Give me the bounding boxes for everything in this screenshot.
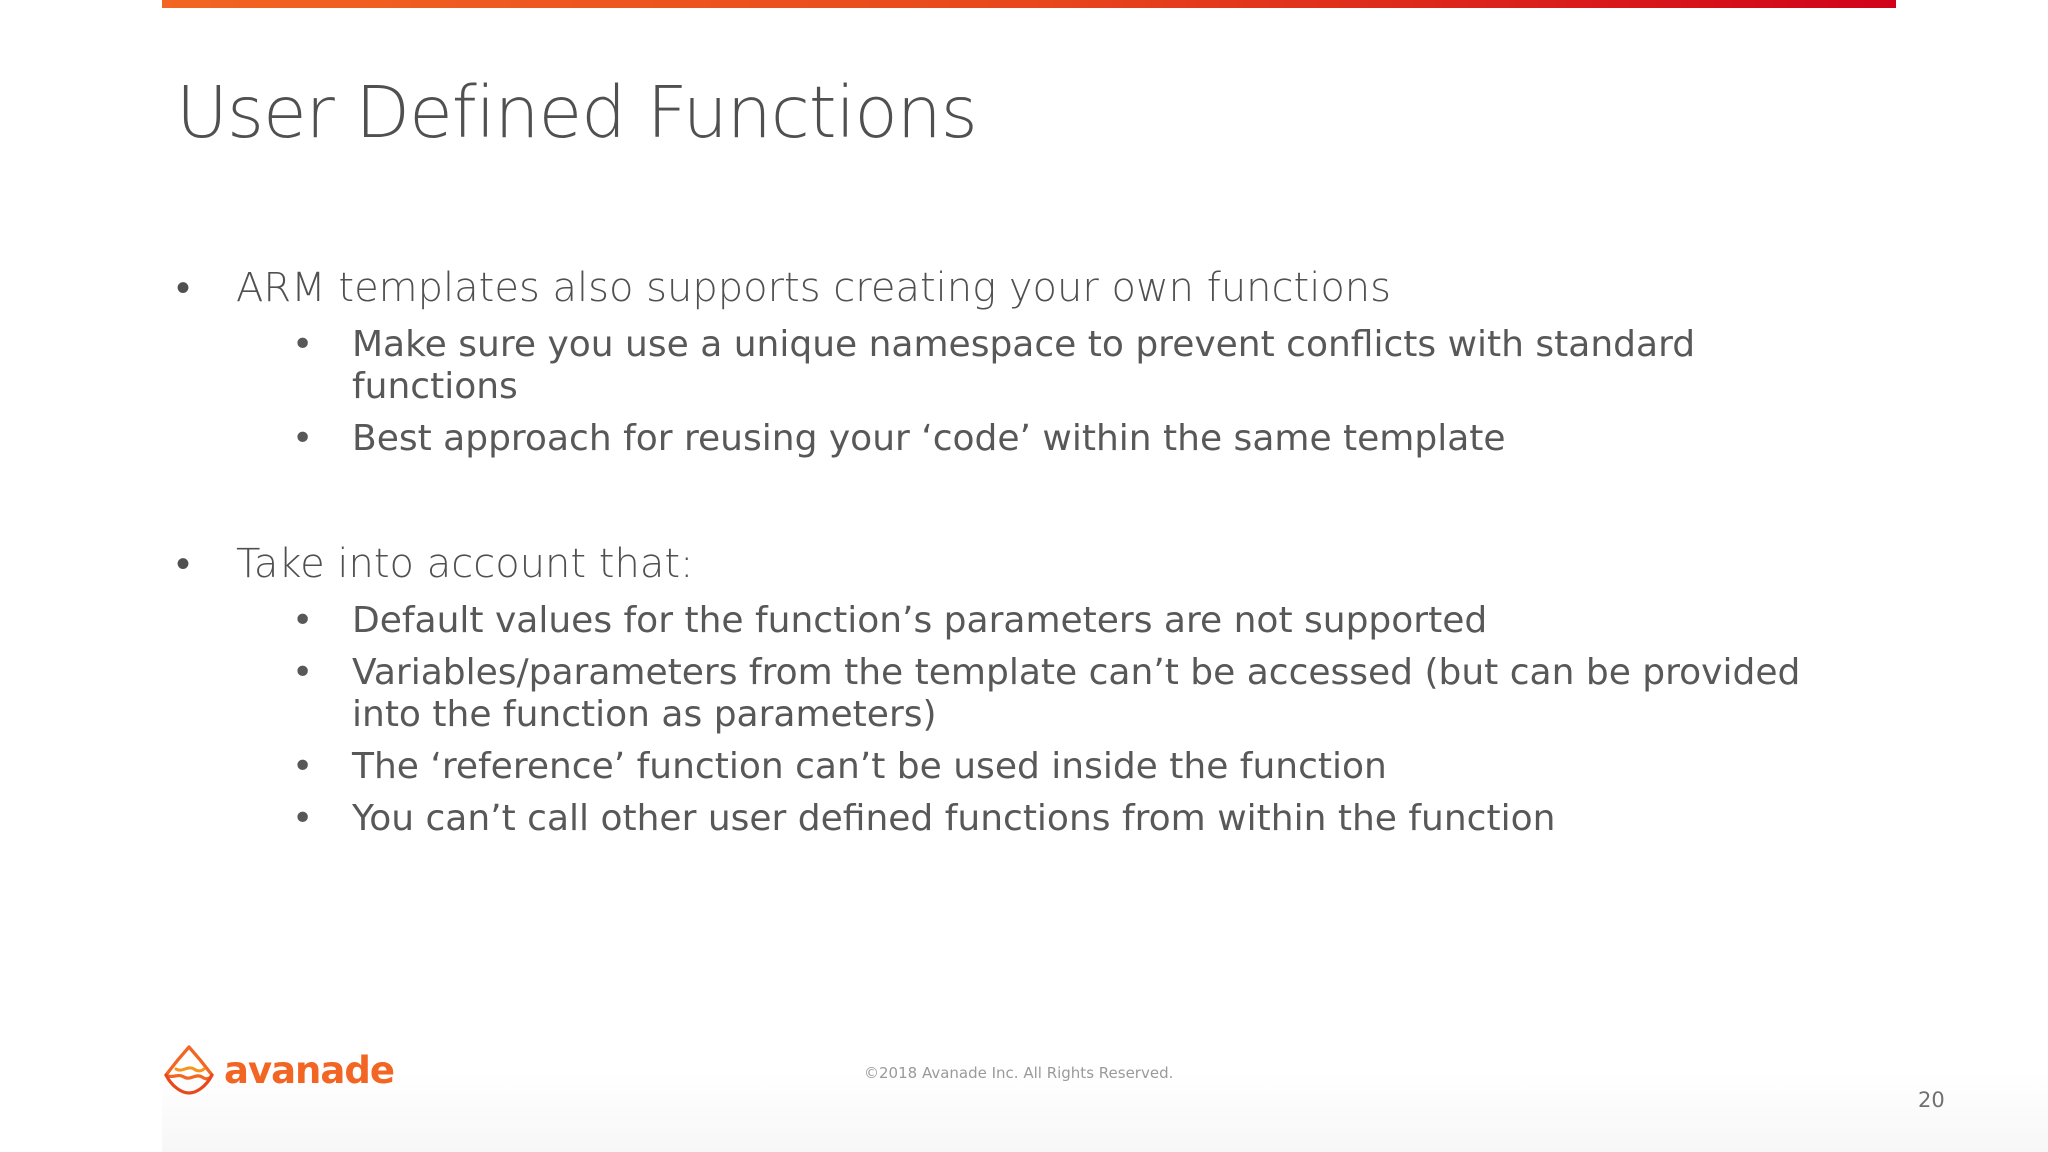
bullet-marker: • bbox=[292, 746, 314, 787]
sub-bullet-item bbox=[176, 324, 1816, 408]
avanade-wave-icon bbox=[162, 1043, 216, 1097]
sub-bullet-text: Make sure you use a unique namespace to prevent conflicts with standard functions bbox=[352, 324, 1696, 407]
sub-bullet-text: Default values for the function’s parameters are not supported bbox=[352, 600, 1488, 641]
copyright-text: ©2018 Avanade Inc. All Rights Reserved. bbox=[864, 1064, 1174, 1082]
sub-bullet-item bbox=[176, 798, 1816, 840]
bullet-group-2 bbox=[176, 538, 1816, 840]
sub-bullet-item bbox=[176, 746, 1816, 788]
sub-bullet-text: Variables/parameters from the template can’t be accessed (but can be provided into the function as parameters) bbox=[352, 652, 1801, 735]
avanade-logo bbox=[162, 1040, 394, 1100]
slide-title: User Defined Functions bbox=[176, 71, 977, 154]
bullet-marker: • bbox=[292, 652, 314, 693]
bullet-marker: • bbox=[176, 265, 191, 311]
top-accent-bar bbox=[162, 0, 1896, 8]
sub-bullet-item bbox=[176, 652, 1816, 736]
sub-bullet-item bbox=[176, 418, 1816, 460]
sub-bullet-text: The ‘reference’ function can’t be used inside the function bbox=[352, 746, 1387, 787]
bullet-marker: • bbox=[292, 324, 314, 365]
footer-band bbox=[162, 1070, 2048, 1152]
bullet-item bbox=[176, 538, 1816, 590]
bullet-marker: • bbox=[292, 418, 314, 459]
bullet-item bbox=[176, 262, 1816, 314]
slide-body bbox=[176, 262, 1816, 918]
sub-bullet-text: Best approach for reusing your ‘code’ within the same template bbox=[352, 418, 1506, 459]
sub-bullet-item bbox=[176, 600, 1816, 642]
bullet-marker: • bbox=[176, 541, 191, 587]
logo-text: avanade bbox=[224, 1048, 394, 1092]
sub-bullet-text: You can’t call other user defined functions from within the function bbox=[352, 798, 1556, 839]
bullet-marker: • bbox=[292, 600, 314, 641]
page-number: 20 bbox=[1918, 1088, 1945, 1112]
bullet-group-1 bbox=[176, 262, 1816, 460]
bullet-marker: • bbox=[292, 798, 314, 839]
bullet-text: Take into account that: bbox=[236, 541, 694, 587]
bullet-text: ARM templates also supports creating your own functions bbox=[236, 265, 1391, 311]
